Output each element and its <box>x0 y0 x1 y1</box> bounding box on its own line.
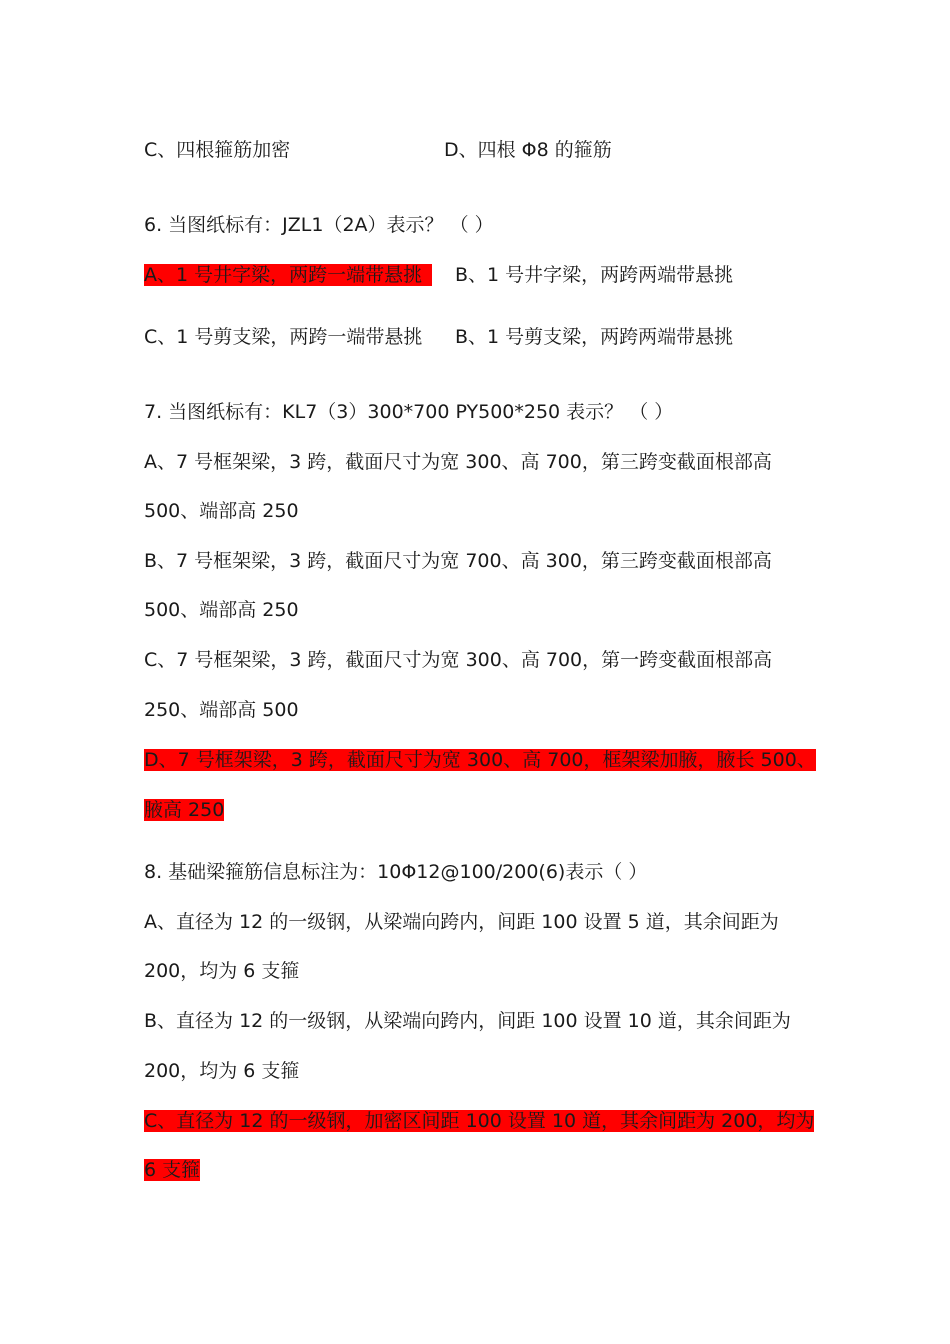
q6-option-c[interactable]: C、1 号剪支梁，两跨一端带悬挑 <box>144 326 423 348</box>
q6-option-b[interactable]: B、1 号井字梁，两跨两端带悬挑 <box>455 264 734 286</box>
q7-question: 7. 当图纸标有：KL7（3）300*700 PY500*250 表示？ （ ） <box>144 401 674 423</box>
q6-options-row-2 <box>144 325 734 349</box>
q7-option-d-line1-row <box>144 748 816 772</box>
q8-option-b-line2[interactable]: 200，均为 6 支箍 <box>144 1060 300 1082</box>
q5-option-c[interactable]: C、四根箍筋加密 <box>144 139 291 161</box>
q7-option-d-line2-highlighted[interactable]: 腋高 250 <box>144 799 225 821</box>
q7-option-d-line2-row <box>144 798 224 822</box>
q8-option-c-line1-highlighted[interactable]: C、直径为 12 的一级钢，加密区间距 100 设置 10 道，其余间距为 200，均为 <box>144 1110 815 1132</box>
q6-options-row-1 <box>144 263 734 287</box>
q8-option-c-line1-row <box>144 1109 814 1133</box>
q8-option-c-line2-row <box>144 1158 200 1182</box>
q6-question: 6. 当图纸标有：JZL1（2A）表示？ （ ） <box>144 214 494 236</box>
q8-option-a-line1[interactable]: A、直径为 12 的一级钢，从梁端向跨内，间距 100 设置 5 道，其余间距为 <box>144 911 779 933</box>
q7-option-c-line1[interactable]: C、7 号框架梁，3 跨，截面尺寸为宽 300、高 700，第一跨变截面根部高 <box>144 649 773 671</box>
q8-option-c-line2-highlighted[interactable]: 6 支箍 <box>144 1159 201 1181</box>
q7-option-d-line1-highlighted[interactable]: D、7 号框架梁，3 跨，截面尺寸为宽 300、高 700，框架梁加腋，腋长 500、 <box>144 749 816 771</box>
q6-option-a-highlighted[interactable]: A、1 号井字梁，两跨一端带悬挑 <box>144 264 432 286</box>
q7-option-a-line2[interactable]: 500、端部高 250 <box>144 500 299 522</box>
q8-option-a-line2[interactable]: 200，均为 6 支箍 <box>144 960 300 982</box>
q7-option-a-line1[interactable]: A、7 号框架梁，3 跨，截面尺寸为宽 300、高 700，第三跨变截面根部高 <box>144 451 772 473</box>
q8-question: 8. 基础梁箍筋信息标注为：10Φ12@100/200(6)表示（ ） <box>144 861 648 883</box>
q7-option-b-line1[interactable]: B、7 号框架梁，3 跨，截面尺寸为宽 700、高 300，第三跨变截面根部高 <box>144 550 772 572</box>
q6-option-d[interactable]: B、1 号剪支梁，两跨两端带悬挑 <box>455 326 734 348</box>
q7-option-b-line2[interactable]: 500、端部高 250 <box>144 599 299 621</box>
q5-option-d[interactable]: D、四根 Φ8 的箍筋 <box>444 139 612 161</box>
q5-options-row <box>144 138 612 162</box>
q7-option-c-line2[interactable]: 250、端部高 500 <box>144 699 299 721</box>
q8-option-b-line1[interactable]: B、直径为 12 的一级钢，从梁端向跨内，间距 100 设置 10 道，其余间距为 <box>144 1010 791 1032</box>
